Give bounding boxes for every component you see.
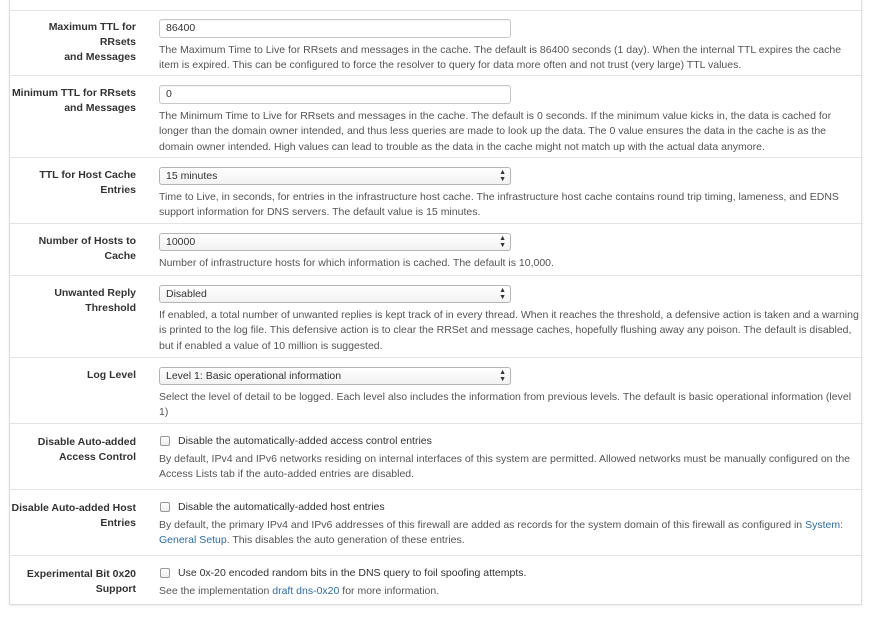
host-cache-ttl-selected: 15 minutes (166, 170, 218, 182)
experimental-bit-help-text-after: for more information. (339, 585, 440, 597)
disable-acl-checkbox-label[interactable]: Disable the automatically-added access control entries (178, 435, 432, 447)
unwanted-reply-select[interactable] (159, 285, 511, 303)
host-cache-ttl-select[interactable] (159, 167, 511, 185)
system-general-setup-link[interactable]: System: General Setup (159, 519, 844, 547)
unwanted-reply-help: If enabled, a total number of unwanted replies is kept track of in every thread. When it reaches the threshold, a defensive action is taken and a warning is printed to the log file. This defensive action is to clear the RRSet and message caches, hopefully flushing away any poison. The default is disabled, but if enabled a value of 10 million is suggested. (159, 309, 859, 352)
disable-host-help-text-after: . This disables the auto generation of these entries. (226, 534, 465, 547)
min-ttl-label (10, 86, 136, 116)
min-ttl-label-line2: and Messages (64, 102, 136, 114)
hosts-to-cache-selected: 10000 (166, 236, 196, 248)
experimental-bit-checkbox[interactable] (160, 568, 170, 578)
disable-acl-label (10, 435, 136, 465)
disable-host-check-line[interactable] (159, 499, 861, 515)
log-level-selected: Level 1: Basic operational information (166, 370, 342, 382)
disable-acl-label-line1: Disable Auto-added (37, 436, 136, 448)
log-level-body (159, 367, 861, 421)
max-ttl-body (159, 19, 861, 74)
host-cache-ttl-row (10, 157, 863, 223)
select-updown-icon: ▲ ▼ (499, 369, 506, 383)
disable-host-row (10, 489, 863, 555)
disable-acl-check-line[interactable] (159, 433, 861, 449)
disable-host-body (159, 499, 861, 549)
disable-acl-label-line2: Access Control (58, 451, 136, 463)
experimental-bit-row (10, 555, 863, 606)
max-ttl-label (10, 20, 136, 65)
hosts-to-cache-help: Number of infrastructure hosts for which information is cached. The default is 10,000. (159, 257, 554, 269)
disable-acl-body (159, 433, 861, 483)
select-updown-icon: ▲ ▼ (499, 235, 506, 249)
experimental-bit-check-line[interactable] (159, 565, 861, 581)
experimental-bit-label-line2: Support (95, 583, 136, 595)
max-ttl-label-line2: and Messages (64, 51, 136, 63)
hosts-to-cache-label-line2: Cache (104, 250, 136, 262)
min-ttl-body (159, 85, 861, 155)
disable-host-help-text: By default, the primary IPv4 and IPv6 addresses of this firewall are added as records for the system domain of this firewall as configured in (159, 519, 806, 531)
min-ttl-help: The Minimum Time to Live for RRsets and messages in the cache. The default is 0 seconds. If the minimum value kicks in, the data is cached for longer than the domain owner intended, and thus less queries are made to look up the data. The 0 value ensures the data in the cache is as the domain owner intended. High values can lead to trouble as the data in the cache might not match up with the actual data anymore. (159, 110, 832, 153)
hosts-to-cache-label-line1: Number of Hosts to (38, 235, 136, 247)
unwanted-reply-label-line2: Threshold (85, 302, 136, 314)
max-ttl-row (10, 10, 863, 75)
host-cache-ttl-body (159, 167, 861, 221)
hosts-to-cache-label (10, 234, 136, 264)
max-ttl-label-line1: Maximum TTL for RRsets (48, 21, 136, 48)
hosts-to-cache-body (159, 233, 861, 271)
min-ttl-row (10, 75, 863, 157)
select-updown-icon: ▲ ▼ (499, 287, 506, 301)
min-ttl-input[interactable]: 0 (159, 85, 511, 104)
advanced-settings-panel (9, 0, 862, 605)
experimental-bit-label (10, 567, 136, 597)
log-level-select[interactable] (159, 367, 511, 385)
disable-host-label-line2: Entries (100, 517, 136, 529)
max-ttl-help: The Maximum Time to Live for RRsets and messages in the cache. The default is 86400 seconds (1 day). When the internal TTL expires the cache item is expired. This can be configured to force the resolver to query for data more often and not trust (very large) TTL values. (159, 44, 842, 72)
select-updown-icon: ▲ ▼ (499, 169, 506, 183)
log-level-label: Log Level (86, 369, 136, 381)
unwanted-reply-selected: Disabled (166, 288, 207, 300)
unwanted-reply-label (10, 286, 136, 316)
log-level-row (10, 357, 863, 423)
experimental-bit-body (159, 565, 861, 599)
disable-host-label (10, 501, 136, 531)
disable-acl-help: By default, IPv4 and IPv6 networks residing on internal interfaces of this system are permitted. Allowed networks must be manually configured on the Access Lists tab if the auto-added entries are disabled. (159, 453, 851, 481)
experimental-bit-help (159, 584, 859, 599)
hosts-to-cache-row (10, 223, 863, 275)
host-cache-ttl-label-line1: TTL for Host Cache (39, 169, 136, 181)
disable-host-checkbox-label[interactable]: Disable the automatically-added host entries (178, 501, 385, 513)
disable-acl-checkbox[interactable] (160, 436, 170, 446)
unwanted-reply-label-line1: Unwanted Reply (54, 287, 136, 299)
experimental-bit-checkbox-label[interactable]: Use 0x-20 encoded random bits in the DNS query to foil spoofing attempts. (178, 567, 527, 579)
disable-host-help (159, 518, 859, 549)
max-ttl-input[interactable]: 86400 (159, 19, 511, 38)
host-cache-ttl-help: Time to Live, in seconds, for entries in the infrastructure host cache. The infrastructure host cache contains round trip timing, lameness, and EDNS support information for DNS servers. The default value is 15 minutes. (159, 191, 839, 219)
disable-acl-row (10, 423, 863, 489)
disable-host-label-line1: Disable Auto-added Host (11, 502, 136, 514)
unwanted-reply-row (10, 275, 863, 357)
experimental-bit-label-line1: Experimental Bit 0x20 (26, 568, 136, 580)
disable-host-checkbox[interactable] (160, 502, 170, 512)
unwanted-reply-body (159, 285, 861, 354)
log-level-help: Select the level of detail to be logged. Each level also includes the information from previous levels. The default is basic operational information (level 1) (159, 391, 852, 419)
experimental-bit-help-text: See the implementation (159, 585, 273, 597)
draft-dns-0x20-link[interactable]: draft dns-0x20 (272, 585, 340, 597)
hosts-to-cache-select[interactable] (159, 233, 511, 251)
min-ttl-label-line1: Minimum TTL for RRsets (11, 87, 136, 99)
host-cache-ttl-label-line2: Entries (100, 184, 136, 196)
host-cache-ttl-label (10, 168, 136, 198)
